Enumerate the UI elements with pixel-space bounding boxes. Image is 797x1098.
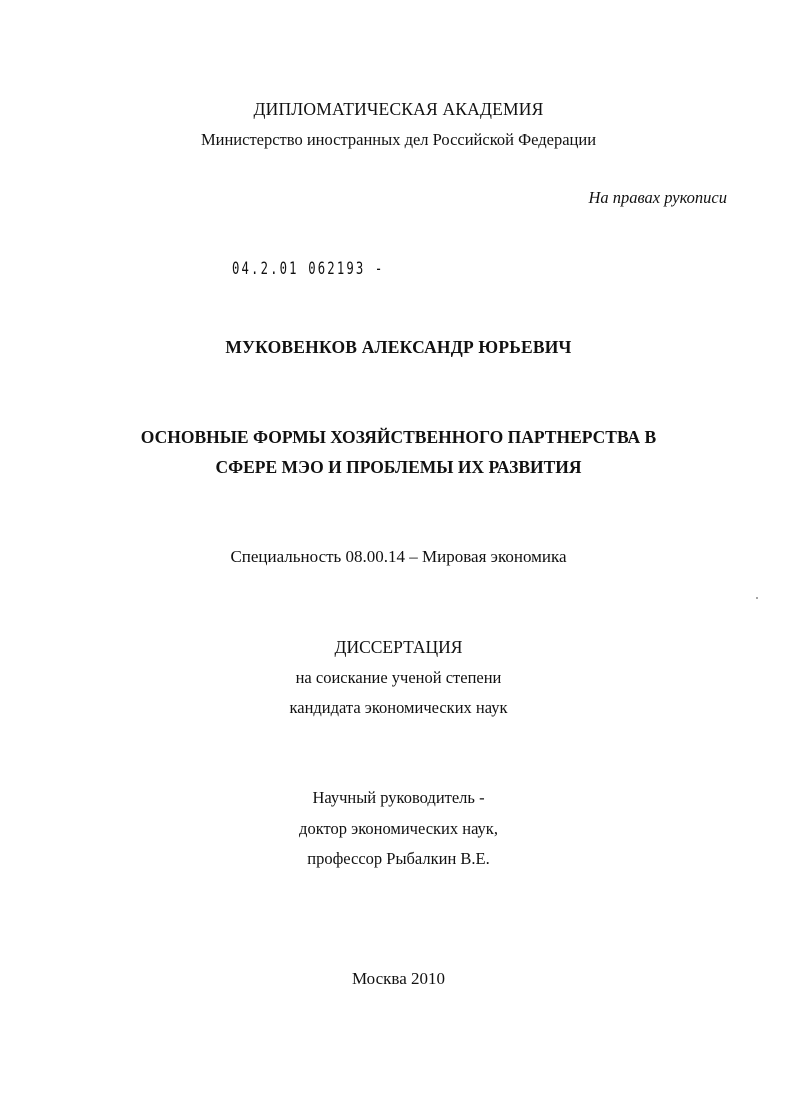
dissertation-title-line-1: ОСНОВНЫЕ ФОРМЫ ХОЗЯЙСТВЕННОГО ПАРТНЕРСТВА В [140, 427, 657, 447]
scan-speck [756, 597, 758, 599]
degree-line-1: на соискание ученой степени [295, 668, 502, 687]
work-type-label: ДИССЕРТАЦИЯ [334, 637, 463, 657]
supervisor-line-1: Научный руководитель - [312, 788, 485, 807]
registry-number-stamp: 04.2.01 062193 - [232, 259, 385, 279]
ministry-name: Министерство иностранных дел Российской Федерации [200, 130, 597, 149]
academy-name: ДИПЛОМАТИЧЕСКАЯ АКАДЕМИЯ [253, 99, 544, 119]
degree-line-2: кандидата экономических наук [289, 698, 508, 717]
supervisor-line-3: профессор Рыбалкин В.Е. [307, 849, 490, 868]
supervisor-line-2: доктор экономических наук, [299, 819, 498, 838]
manuscript-note: На правах рукописи [588, 188, 727, 207]
author-name: МУКОВЕНКОВ АЛЕКСАНДР ЮРЬЕВИЧ [225, 337, 572, 357]
place-and-year: Москва 2010 [351, 969, 446, 988]
dissertation-title-line-2: СФЕРЕ МЭО И ПРОБЛЕМЫ ИХ РАЗВИТИЯ [215, 457, 582, 477]
specialty: Специальность 08.00.14 – Мировая экономика [230, 547, 567, 566]
